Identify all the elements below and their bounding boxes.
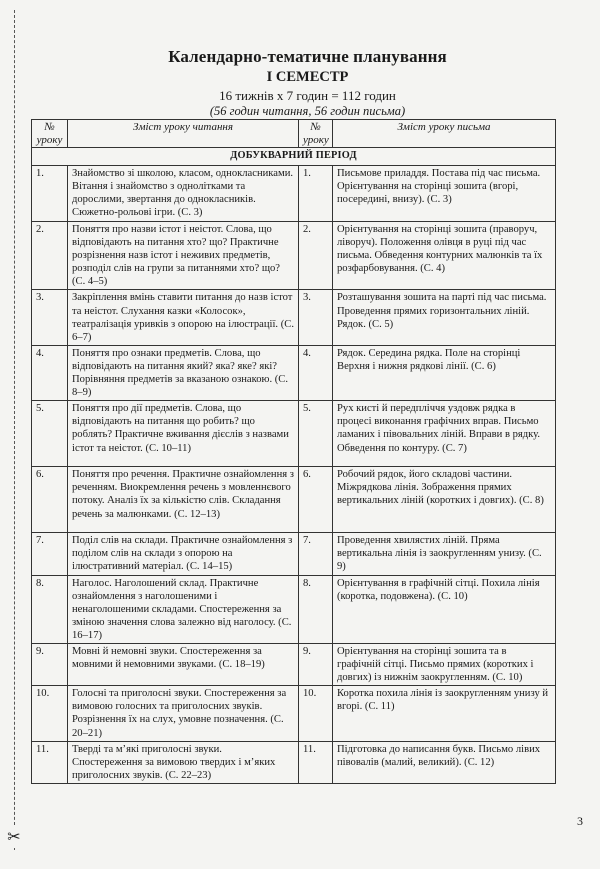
reading-lesson-content: Поняття про дії предметів. Слова, що відповідають на питання що робить? що роблять? Практичне вживання дієслів з назвами істот та неістот. (С. 10–11)	[68, 401, 299, 467]
writing-lesson-content: Орієнтування на сторінці зошита та в графічній сітці. Письмо прямих (коротких і довгих) із нижнім заокругленням. (С. 10)	[333, 643, 556, 685]
writing-lesson-content: Рух кисті й передпліччя уздовж рядка в процесі виконання графічних вправ. Письмо ламаних і півовальних ліній. Вправи в рядку. Обведення по контуру. (С. 7)	[333, 401, 556, 467]
table-row	[32, 533, 556, 575]
column-header-writing: Зміст уроку письма	[333, 120, 556, 148]
reading-lesson-content: Знайомство зі школою, класом, однокласниками. Вітання і знайомство з однолітками та дорослими, звертання до однокласників. Сюжетно-рольові ігри. (С. 3)	[68, 166, 299, 222]
writing-lesson-content: Письмове приладдя. Постава під час письма. Орієнтування на сторінці зошита (вгорі, посередині, внизу). (С. 3)	[333, 166, 556, 222]
reading-lesson-content: Поняття про речення. Практичне ознайомлення з реченням. Виокремлення речень з мовленнєвого потоку. Аналіз їх за кількістю слів. Складання речень за малюнками. (С. 12–13)	[68, 467, 299, 533]
reading-lesson-number: 5.	[32, 401, 68, 467]
hours-summary: 16 тижнів х 7 годин = 112 годин	[219, 88, 396, 103]
page-number: 3	[577, 814, 583, 828]
reading-lesson-content: Голосні та приголосні звуки. Спостереження за вимовою голосних та приголосних звуків. Розрізнення їх на слух, умовне позначення. (С. 20–21)	[68, 686, 299, 741]
writing-lesson-number: 9.	[299, 643, 333, 685]
section-row	[32, 148, 556, 166]
reading-lesson-number: 10.	[32, 686, 68, 741]
writing-lesson-content: Орієнтування в графічній сітці. Похила лінія (коротка, подовжена). (С. 10)	[333, 575, 556, 643]
writing-lesson-number: 3.	[299, 290, 333, 345]
table-row	[32, 686, 556, 741]
column-header-writing-number: № уроку	[299, 120, 333, 148]
cut-line	[14, 10, 15, 850]
reading-lesson-number: 3.	[32, 290, 68, 345]
page-title: Календарно-тематичне планування	[168, 47, 447, 66]
reading-lesson-number: 6.	[32, 467, 68, 533]
writing-lesson-content: Робочий рядок, його складові частини. Міжрядкова лінія. Зображення прямих вертикальних ліній (коротких і довгих). (С. 8)	[333, 467, 556, 533]
section-title: ДОБУКВАРНИЙ ПЕРІОД	[32, 148, 556, 166]
reading-lesson-number: 8.	[32, 575, 68, 643]
column-header-reading-number: № уроку	[32, 120, 68, 148]
table-row	[32, 222, 556, 290]
reading-lesson-number: 7.	[32, 533, 68, 575]
writing-lesson-content: Рядок. Середина рядка. Поле на сторінці Верхня і нижня рядкові лінії. (С. 6)	[333, 345, 556, 400]
writing-lesson-content: Розташування зошита на парті під час письма. Проведення прямих горизонтальних ліній. Рядок. (С. 5)	[333, 290, 556, 345]
reading-lesson-content: Поділ слів на склади. Практичне ознайомлення з поділом слів на склади з опорою на ілюстративний матеріал. (С. 14–15)	[68, 533, 299, 575]
reading-lesson-content: Поняття про назви істот і неістот. Слова, що відповідають на питання хто? що? Практичне розрізнення назв істот і неживих предметів, розподіл слів на групи за питаннями хто? що? (С. 4–5)	[68, 222, 299, 290]
reading-lesson-content: Наголос. Наголошений склад. Практичне ознайомлення з наголошеними і ненаголошеними складами. Спостереження за зміною значення слова залежно від наголосу. (С. 16–17)	[68, 575, 299, 643]
writing-lesson-number: 8.	[299, 575, 333, 643]
writing-lesson-number: 4.	[299, 345, 333, 400]
reading-lesson-number: 2.	[32, 222, 68, 290]
writing-lesson-number: 1.	[299, 166, 333, 222]
reading-lesson-number: 11.	[32, 741, 68, 783]
reading-lesson-number: 4.	[32, 345, 68, 400]
table-row	[32, 741, 556, 783]
reading-lesson-content: Закріплення вмінь ставити питання до назв істот та неістот. Слухання казки «Колосок», театралізація уривків з опорою на ілюстрації. (С. 6–7)	[68, 290, 299, 345]
writing-lesson-number: 5.	[299, 401, 333, 467]
table-header-row	[32, 120, 556, 148]
reading-lesson-content: Тверді та м’які приголосні звуки. Спостереження за вимовою твердих і м’яких приголосних звуків. (С. 22–23)	[68, 741, 299, 783]
writing-lesson-content: Проведення хвилястих ліній. Пряма вертикальна лінія із заокругленням унизу. (С. 9)	[333, 533, 556, 575]
reading-lesson-number: 1.	[32, 166, 68, 222]
reading-lesson-number: 9.	[32, 643, 68, 685]
writing-lesson-content: Підготовка до написання букв. Письмо лівих півовалів (малий, великий). (С. 12)	[333, 741, 556, 783]
table-row	[32, 290, 556, 345]
table-row	[32, 345, 556, 400]
writing-lesson-content: Коротка похила лінія із заокругленням унизу й вгорі. (С. 11)	[333, 686, 556, 741]
scissors-icon: ✂	[5, 826, 23, 848]
table-row	[32, 643, 556, 685]
writing-lesson-number: 2.	[299, 222, 333, 290]
table-row	[32, 467, 556, 533]
table-row	[32, 166, 556, 222]
semester-heading: I СЕМЕСТР	[266, 69, 349, 85]
table-row	[32, 401, 556, 467]
planning-table	[31, 119, 556, 784]
writing-lesson-content: Орієнтування на сторінці зошита (праворуч, ліворуч). Положення олівця в руці під час письма. Обведення контурних малюнків та їх розфарбовування. (С. 4)	[333, 222, 556, 290]
writing-lesson-number: 6.	[299, 467, 333, 533]
reading-lesson-content: Поняття про ознаки предметів. Слова, що відповідають на питання який? яка? яке? які? Порівняння предметів за вказаною ознакою. (С. 8–9)	[68, 345, 299, 400]
writing-lesson-number: 7.	[299, 533, 333, 575]
column-header-reading: Зміст уроку читання	[68, 120, 299, 148]
hours-split: (56 годин читання, 56 годин письма)	[209, 104, 406, 118]
writing-lesson-number: 10.	[299, 686, 333, 741]
reading-lesson-content: Мовні й немовні звуки. Спостереження за мовними й немовними звуками. (С. 18–19)	[68, 643, 299, 685]
writing-lesson-number: 11.	[299, 741, 333, 783]
table-row	[32, 575, 556, 643]
